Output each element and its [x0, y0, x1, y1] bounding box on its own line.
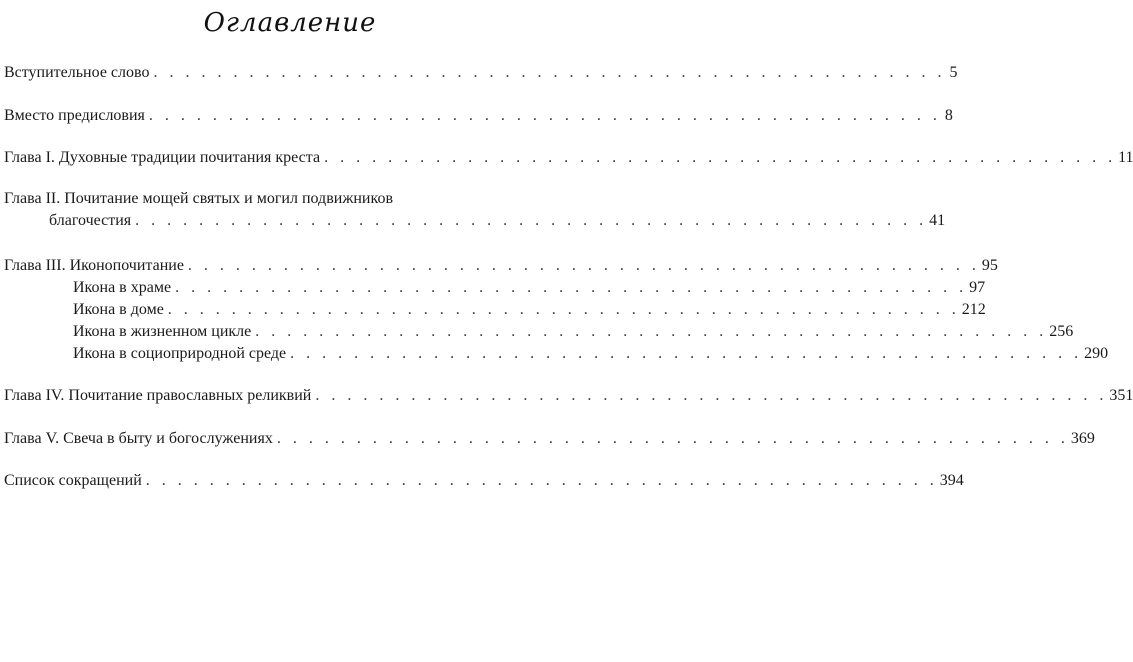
toc-entry-page: 97: [969, 279, 986, 296]
toc-entry[interactable]: [0, 385, 1133, 407]
toc-subentry[interactable]: [0, 299, 986, 321]
toc-entry[interactable]: [0, 428, 1095, 450]
dot-leader: . . . . . . . . . . . . . . . . . . . . . . . . . . . . . . . . . . . . . . . . . . . . . . . . . .: [175, 279, 968, 296]
toc-entry-page: 369: [1070, 430, 1095, 447]
toc-entry[interactable]: [0, 470, 964, 492]
toc-entry-label: Глава IV. Почитание православных реликвий: [4, 387, 312, 404]
dot-leader: . . . . . . . . . . . . . . . . . . . . . . . . . . . . . . . . . . . . . . . . . . . . . . . . . .: [276, 430, 1069, 447]
toc-entry-label: Икона в социоприродной среде: [73, 345, 287, 362]
toc-entry-label: Глава I. Духовные традиции почитания креста: [4, 149, 321, 166]
dot-leader: . . . . . . . . . . . . . . . . . . . . . . . . . . . . . . . . . . . . . . . . . . . . . . . . . .: [145, 472, 938, 489]
toc-subentry[interactable]: [0, 277, 986, 299]
dot-leader: . . . . . . . . . . . . . . . . . . . . . . . . . . . . . . . . . . . . . . . . . . . . . . . . . .: [167, 301, 960, 318]
toc-entry-label: Список сокращений: [4, 472, 142, 489]
toc-entry-label: Икона в храме: [73, 279, 172, 296]
toc-entry[interactable]: [0, 62, 958, 84]
toc-entry-page: 290: [1084, 345, 1109, 362]
dot-leader: . . . . . . . . . . . . . . . . . . . . . . . . . . . . . . . . . . . . . . . . . . . . . . . . . .: [187, 257, 980, 274]
toc-entry-page: 95: [981, 257, 998, 274]
toc-entry-label-line1: Глава II. Почитание мощей святых и могил подвижников: [4, 190, 394, 207]
toc-entry-label-line2: благочестия: [49, 212, 132, 229]
toc-entry-page: 11: [1118, 149, 1133, 166]
toc-entry-page: 41: [929, 212, 946, 229]
toc-entry-page: 351: [1109, 387, 1133, 404]
dot-leader: . . . . . . . . . . . . . . . . . . . . . . . . . . . . . . . . . . . . . . . . . . . . . . . . . .: [148, 107, 941, 124]
toc-entry-label: Вместо предисловия: [4, 107, 145, 124]
toc-entry-page: 394: [939, 472, 964, 489]
toc-subentry[interactable]: [0, 321, 1074, 343]
dot-leader: . . . . . . . . . . . . . . . . . . . . . . . . . . . . . . . . . . . . . . . . . . . . . . . . . .: [153, 64, 946, 81]
toc-entry[interactable]: [0, 105, 953, 127]
toc-entry[interactable]: [0, 255, 998, 277]
toc-entry-page: 5: [949, 64, 958, 81]
toc-entry-label: Вступительное слово: [4, 64, 150, 81]
toc-entry[interactable]: [0, 147, 1133, 169]
toc-entry[interactable]: [0, 188, 946, 229]
toc-entry-label: Глава III. Иконопочитание: [4, 257, 184, 274]
page-title: Оглавление: [203, 8, 377, 38]
dot-leader: . . . . . . . . . . . . . . . . . . . . . . . . . . . . . . . . . . . . . . . . . . . . . . . . . .: [255, 323, 1048, 340]
dot-leader: . . . . . . . . . . . . . . . . . . . . . . . . . . . . . . . . . . . . . . . . . . . . . . . . . .: [135, 212, 928, 229]
dot-leader: . . . . . . . . . . . . . . . . . . . . . . . . . . . . . . . . . . . . . . . . . . . . . . . . . .: [315, 387, 1108, 404]
toc-subentry[interactable]: [0, 343, 1109, 365]
toc-entry-label: Икона в доме: [73, 301, 164, 318]
dot-leader: . . . . . . . . . . . . . . . . . . . . . . . . . . . . . . . . . . . . . . . . . . . . . . . . . .: [324, 149, 1117, 166]
toc-entry-label: Глава V. Свеча в быту и богослужениях: [4, 430, 273, 447]
toc-entry-page: 8: [944, 107, 953, 124]
dot-leader: . . . . . . . . . . . . . . . . . . . . . . . . . . . . . . . . . . . . . . . . . . . . . . . . . .: [290, 345, 1083, 362]
toc-entry-label: Икона в жизненном цикле: [73, 323, 252, 340]
toc-entry-page: 256: [1049, 323, 1074, 340]
toc-entry-page: 212: [961, 301, 986, 318]
